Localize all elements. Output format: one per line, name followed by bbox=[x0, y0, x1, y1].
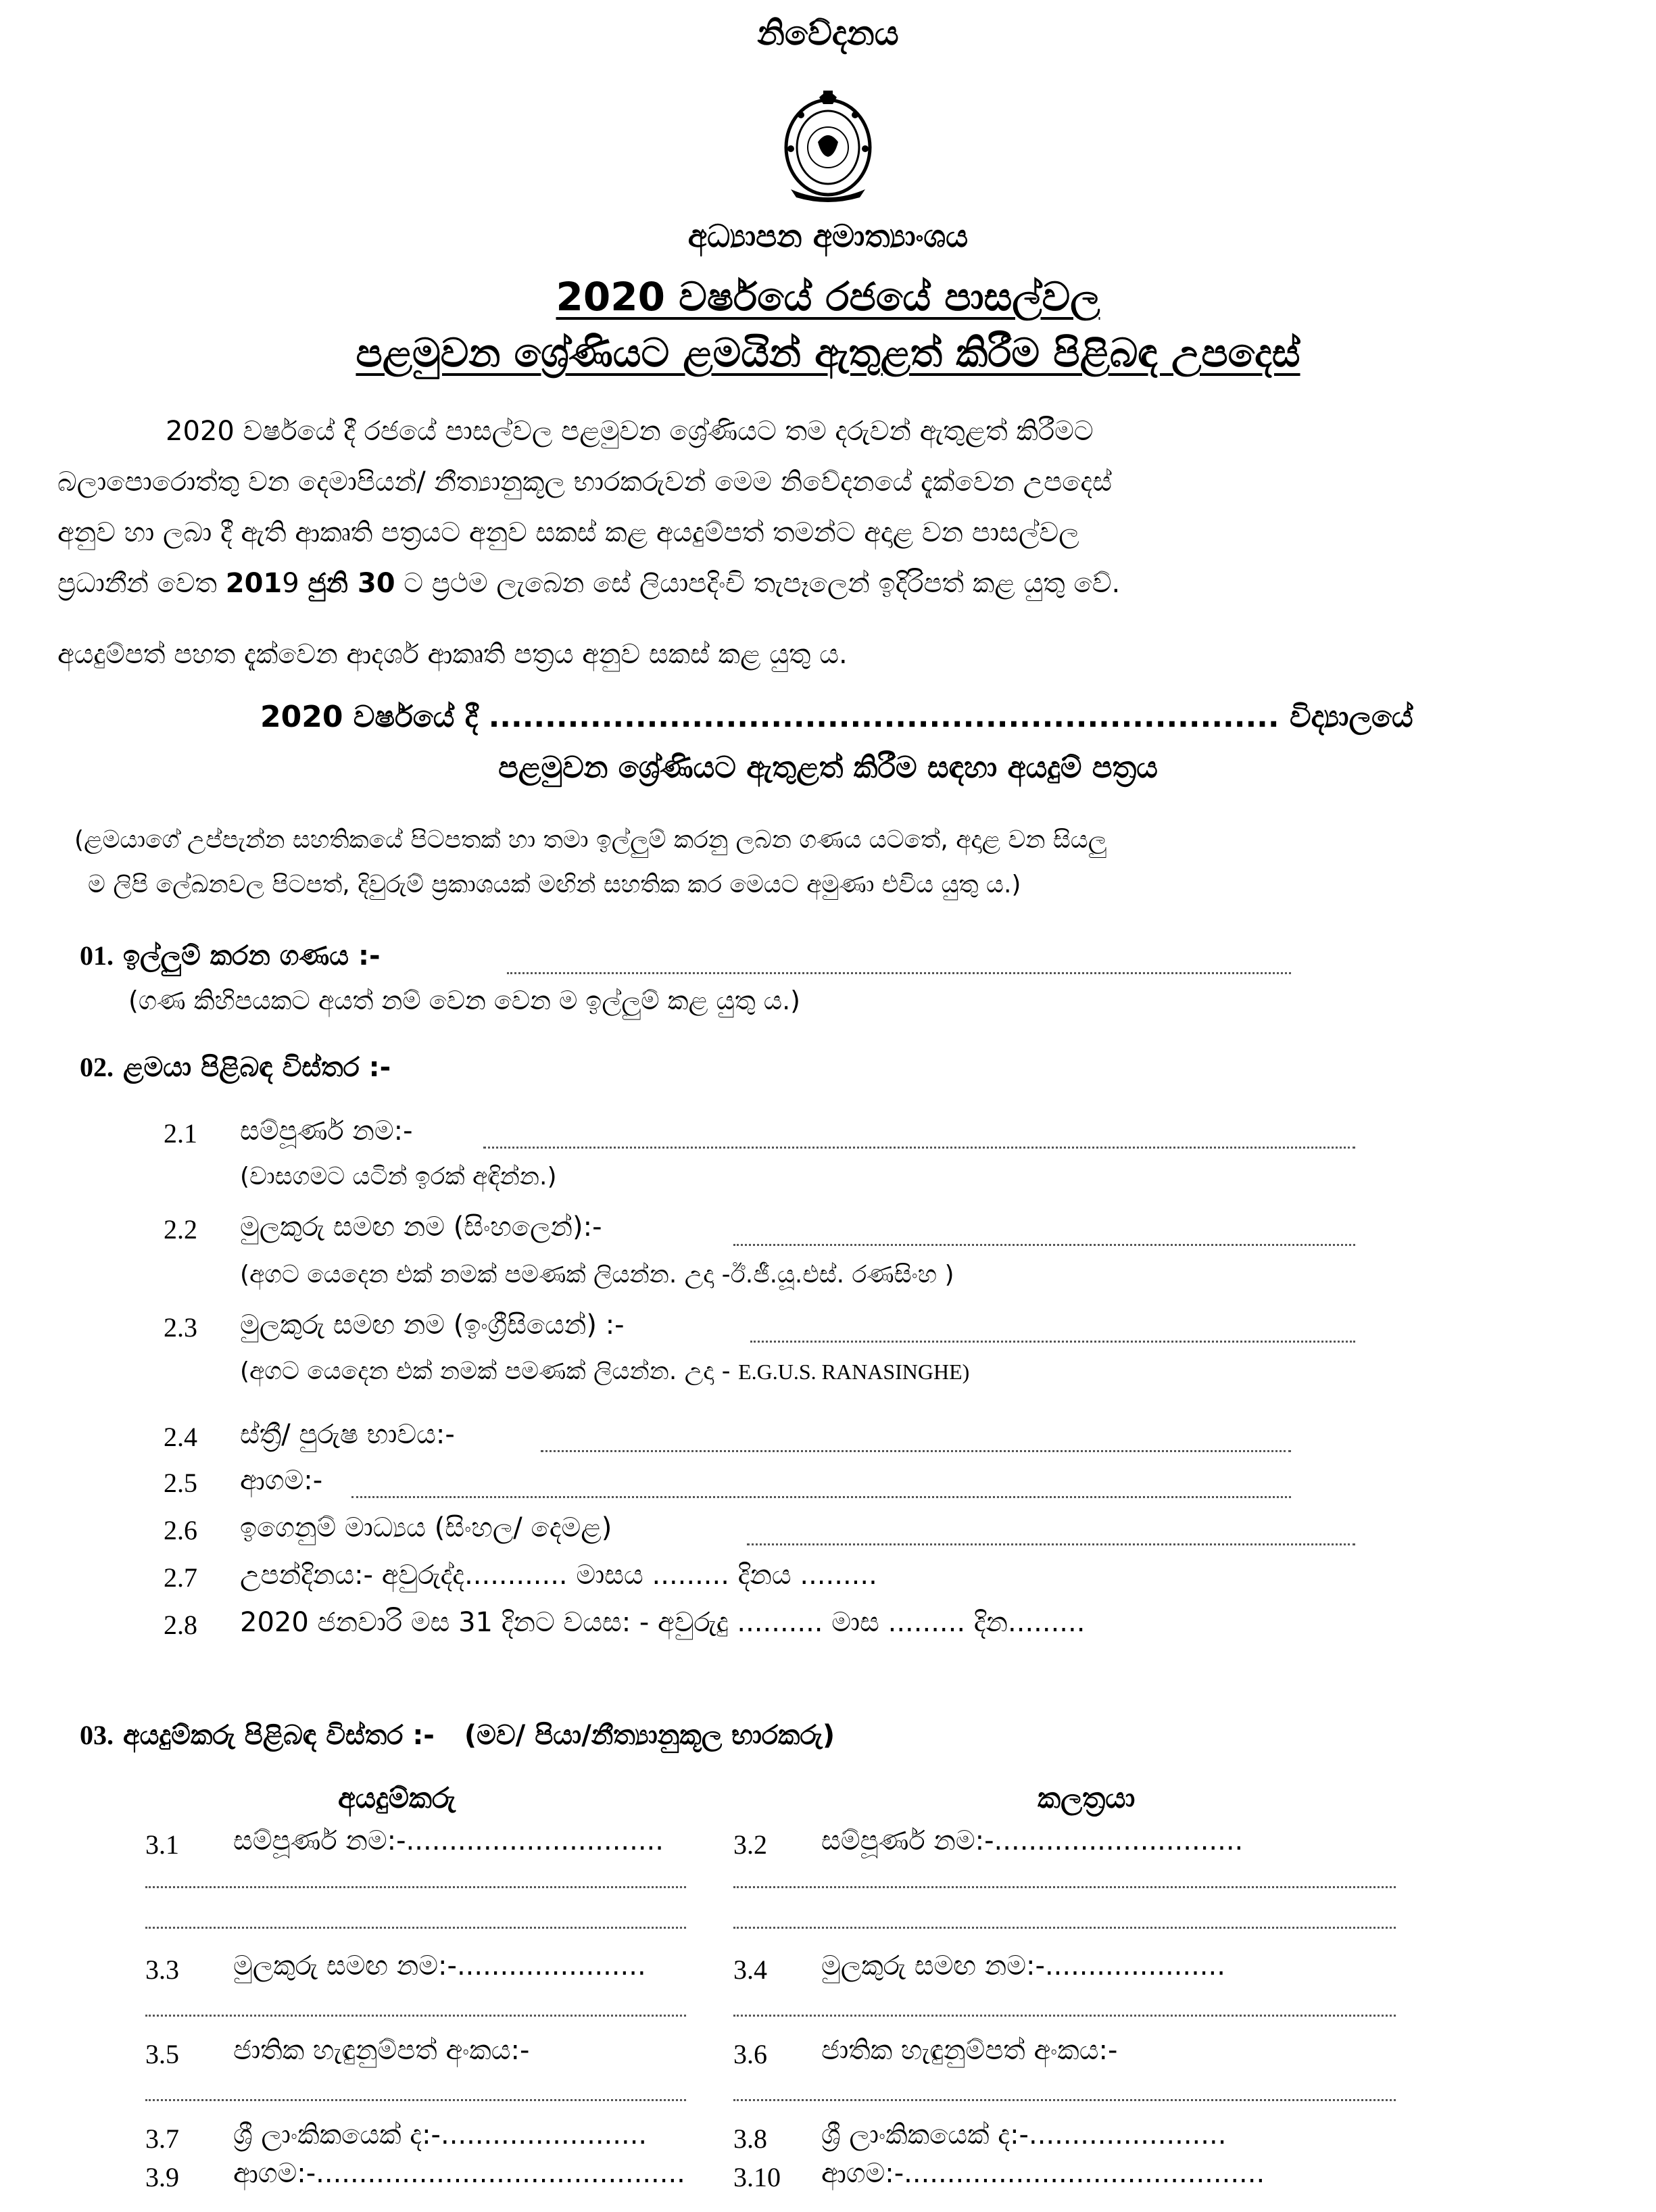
initials-english-example: E.G.U.S. RANASINGHE) bbox=[738, 1360, 970, 1384]
item-number: 3.9 bbox=[145, 2162, 179, 2192]
form-title-line2: පළමුවන ශ්‍රේණියට ඇතුළත් කිරීම සඳහා අයදුම් පත්‍රය bbox=[498, 750, 1158, 785]
intro-line4-pre: ප්‍රධානීන් වෙත bbox=[57, 568, 226, 599]
initials-sinhala-note: (අගට යෙදෙන එක් නමක් පමණක් ලියන්න. උදා -ඊ.ජී.යූ.එස්. රණසිංහ ) bbox=[240, 1261, 954, 1289]
section1-note: (ගණ කිහිපයකට අයත් නම් වෙන වෙන ම ඉල්ලුම් කළ යුතු ය.) bbox=[128, 986, 801, 1015]
religion-label: ආගම:- bbox=[240, 1465, 323, 1496]
section1-number: 01. bbox=[80, 940, 114, 971]
intro-line4-post: ට ප්‍රථම ලැබෙන සේ ලියාපදිංචි තැපෑලෙන් ඉදිරිපත් කළ යුතු වේ. bbox=[395, 568, 1121, 599]
spouse-full-name-line2[interactable] bbox=[733, 1886, 1396, 1888]
ministry-name: අධ්‍යාපන අමාත්‍යාංශය bbox=[687, 218, 969, 254]
intro-deadline-year-tail: 9 bbox=[282, 568, 308, 599]
intro-deadline-year: 201 bbox=[225, 568, 283, 599]
spouse-citizenship[interactable]: ශ්‍රී ලාංකිකයෙක් ද:-....................... bbox=[821, 2119, 1227, 2150]
form-title-line1 bbox=[260, 700, 1413, 734]
item-number: 3.5 bbox=[145, 2039, 179, 2069]
section2-number: 02. bbox=[80, 1052, 114, 1082]
intro-line1: 2020 වර්ෂයේ දී රජයේ පාසල්වල පළමුවන ශ්‍රේණියට තම දරුවන් ඇතුළත් කිරීමට bbox=[166, 416, 1094, 447]
gender-input-line[interactable] bbox=[541, 1450, 1291, 1452]
birthdate-label[interactable]: උපන්දිනය:- අවුරුද්ද............ මාසය ......... දිනය ......... bbox=[240, 1560, 877, 1591]
item-number: 2.4 bbox=[164, 1422, 197, 1452]
item-number: 3.8 bbox=[733, 2123, 767, 2154]
applicant-nic[interactable]: ජාතික හැඳුනුම්පත් අංකය:- bbox=[233, 2035, 530, 2066]
intro-deadline-date: ජුනි 30 bbox=[308, 568, 395, 599]
full-name-label: සම්පූර්ණ නම:- bbox=[240, 1115, 413, 1147]
spouse-column-heading: කලත්‍රයා bbox=[1038, 1781, 1136, 1814]
item-number: 2.7 bbox=[164, 1562, 197, 1593]
religion-input-line[interactable] bbox=[351, 1496, 1291, 1498]
initials-sinhala-input-line[interactable] bbox=[733, 1244, 1355, 1246]
initials-english-label: මුලකුරු සමඟ නම (ඉංග්‍රීසියෙන්) :- bbox=[240, 1309, 625, 1341]
section1-label: ඉල්ලුම් කරන ගණය :- bbox=[122, 940, 381, 971]
initials-english-note-si: (අගට යෙදෙන එක් නමක් පමණක් ලියන්න. උදා - bbox=[240, 1357, 739, 1385]
section1-heading bbox=[80, 940, 381, 971]
gender-label: ස්ත්‍රී/ පුරුෂ භාවය:- bbox=[240, 1419, 455, 1450]
applicant-citizenship[interactable]: ශ්‍රී ලාංකිකයෙක් ද:-........................ bbox=[233, 2119, 648, 2150]
full-name-note: (වාසගමට යටින් ඉරක් අඳින්න.) bbox=[240, 1163, 557, 1191]
state-emblem-icon bbox=[771, 88, 885, 203]
initials-sinhala-label: මුලකුරු සමඟ නම (සිංහලෙන්):- bbox=[240, 1211, 602, 1243]
full-name-input-line[interactable] bbox=[483, 1147, 1355, 1149]
applicant-column-heading: අයදුම්කරු bbox=[338, 1781, 456, 1814]
applicant-full-name[interactable]: සම්පූර්ණ නම:-.............................. bbox=[233, 1825, 664, 1856]
model-note: අයදුම්පත් පහත දැක්වෙන ආදර්ශ ආකෘති පත්‍රය අනුව සකස් කළ යුතු ය. bbox=[57, 639, 848, 670]
applicant-full-name-line2[interactable] bbox=[145, 1886, 686, 1888]
item-number: 3.1 bbox=[145, 1829, 179, 1860]
initials-english-input-line[interactable] bbox=[750, 1341, 1355, 1343]
item-number: 2.1 bbox=[164, 1118, 197, 1149]
intro-line2: බලාපොරොත්තු වන දෙමාපියන්/ නීත්‍යානුකූල භාරකරුවන් මෙම නිවේදනයේ දැක්වෙන උපදෙස් bbox=[57, 466, 1112, 498]
section3-number: 03. bbox=[80, 1720, 114, 1750]
spouse-full-name-line3[interactable] bbox=[733, 1927, 1396, 1929]
spouse-nic[interactable]: ජාතික හැඳුනුම්පත් අංකය:- bbox=[821, 2035, 1118, 2066]
applicant-initials-line2[interactable] bbox=[145, 2015, 686, 2017]
initials-english-note bbox=[240, 1357, 969, 1386]
age-label[interactable]: 2020 ජනවාරි මස 31 දිනට වයස: - අවුරුදු .......... මාස ......... දින......... bbox=[240, 1607, 1086, 1638]
spouse-nic-line[interactable] bbox=[733, 2099, 1396, 2101]
instruction-line2: ම ලිපි ලේඛනවල පිටපත්, දිවුරුම් ප්‍රකාශයක් මඟින් සහතික කර මෙයට අමුණා එවිය යුතු ය.) bbox=[88, 871, 1021, 898]
main-title-line2: පළමුවන ශ්‍රේණියට ළමයින් ඇතුළත් කිරීම පිළිබඳ උපදෙස් bbox=[356, 330, 1300, 376]
school-name-blank[interactable]: ...................................................................... bbox=[488, 700, 1280, 734]
item-number: 3.6 bbox=[733, 2039, 767, 2069]
spouse-full-name[interactable]: සම්පූර්ණ නම:-............................. bbox=[821, 1825, 1244, 1856]
section2-label: ළමයා පිළිබඳ විස්තර :- bbox=[122, 1052, 391, 1083]
item-number: 3.7 bbox=[145, 2123, 179, 2154]
item-number: 3.2 bbox=[733, 1829, 767, 1860]
category-input-line[interactable] bbox=[507, 972, 1291, 974]
intro-line4 bbox=[57, 568, 1120, 599]
item-number: 2.6 bbox=[164, 1515, 197, 1545]
medium-label: ඉගෙනුම් මාධ්‍යය (සිංහල/ දෙමළ) bbox=[240, 1512, 612, 1543]
section2-heading bbox=[80, 1051, 391, 1083]
item-number: 2.2 bbox=[164, 1214, 197, 1245]
spouse-initials-line2[interactable] bbox=[733, 2015, 1396, 2017]
applicant-initials-name[interactable]: මුලකුරු සමඟ නම:-...................... bbox=[233, 1950, 646, 1981]
item-number: 2.3 bbox=[164, 1312, 197, 1343]
form-title-prefix: 2020 වර්ෂයේ දී bbox=[260, 700, 479, 734]
intro-line3: අනුව හා ලබා දී ඇති ආකෘති පත්‍රයට අනුව සකස් කළ අයදුම්පත් තමන්ට අදාළ වන පාසල්වල bbox=[57, 517, 1079, 548]
item-number: 3.4 bbox=[733, 1954, 767, 1985]
main-title-line1: 2020 වර්ෂයේ රජයේ පාසල්වල bbox=[556, 274, 1100, 320]
section3-label: අයදුම්කරු පිළිබඳ විස්තර :- bbox=[122, 1720, 435, 1751]
section3-heading bbox=[80, 1719, 835, 1751]
section3-note: (මව/ පියා/නීත්‍යානුකූල භාරකරු) bbox=[464, 1720, 835, 1751]
instruction-line1: (ළමයාගේ උප්පැන්න සහතිකයේ පිටපතක් හා තමා ඉල්ලුම් කරනු ලබන ගණය යටතේ, අදාළ වන සියලු bbox=[74, 826, 1107, 854]
item-number: 3.10 bbox=[733, 2162, 781, 2192]
form-title-suffix: විද්‍යාලයේ bbox=[1289, 700, 1413, 734]
applicant-full-name-line3[interactable] bbox=[145, 1927, 686, 1929]
item-number: 2.8 bbox=[164, 1610, 197, 1640]
spouse-religion[interactable]: ආගම:-.......................................... bbox=[821, 2158, 1265, 2189]
item-number: 2.5 bbox=[164, 1468, 197, 1498]
applicant-nic-line[interactable] bbox=[145, 2099, 686, 2101]
spouse-initials-name[interactable]: මුලකුරු සමඟ නම:-..................... bbox=[821, 1950, 1225, 1981]
notice-title: නිවේදනය bbox=[757, 14, 899, 53]
applicant-religion[interactable]: ආගම:-........................................... bbox=[233, 2158, 685, 2189]
item-number: 3.3 bbox=[145, 1954, 179, 1985]
medium-input-line[interactable] bbox=[747, 1543, 1355, 1545]
